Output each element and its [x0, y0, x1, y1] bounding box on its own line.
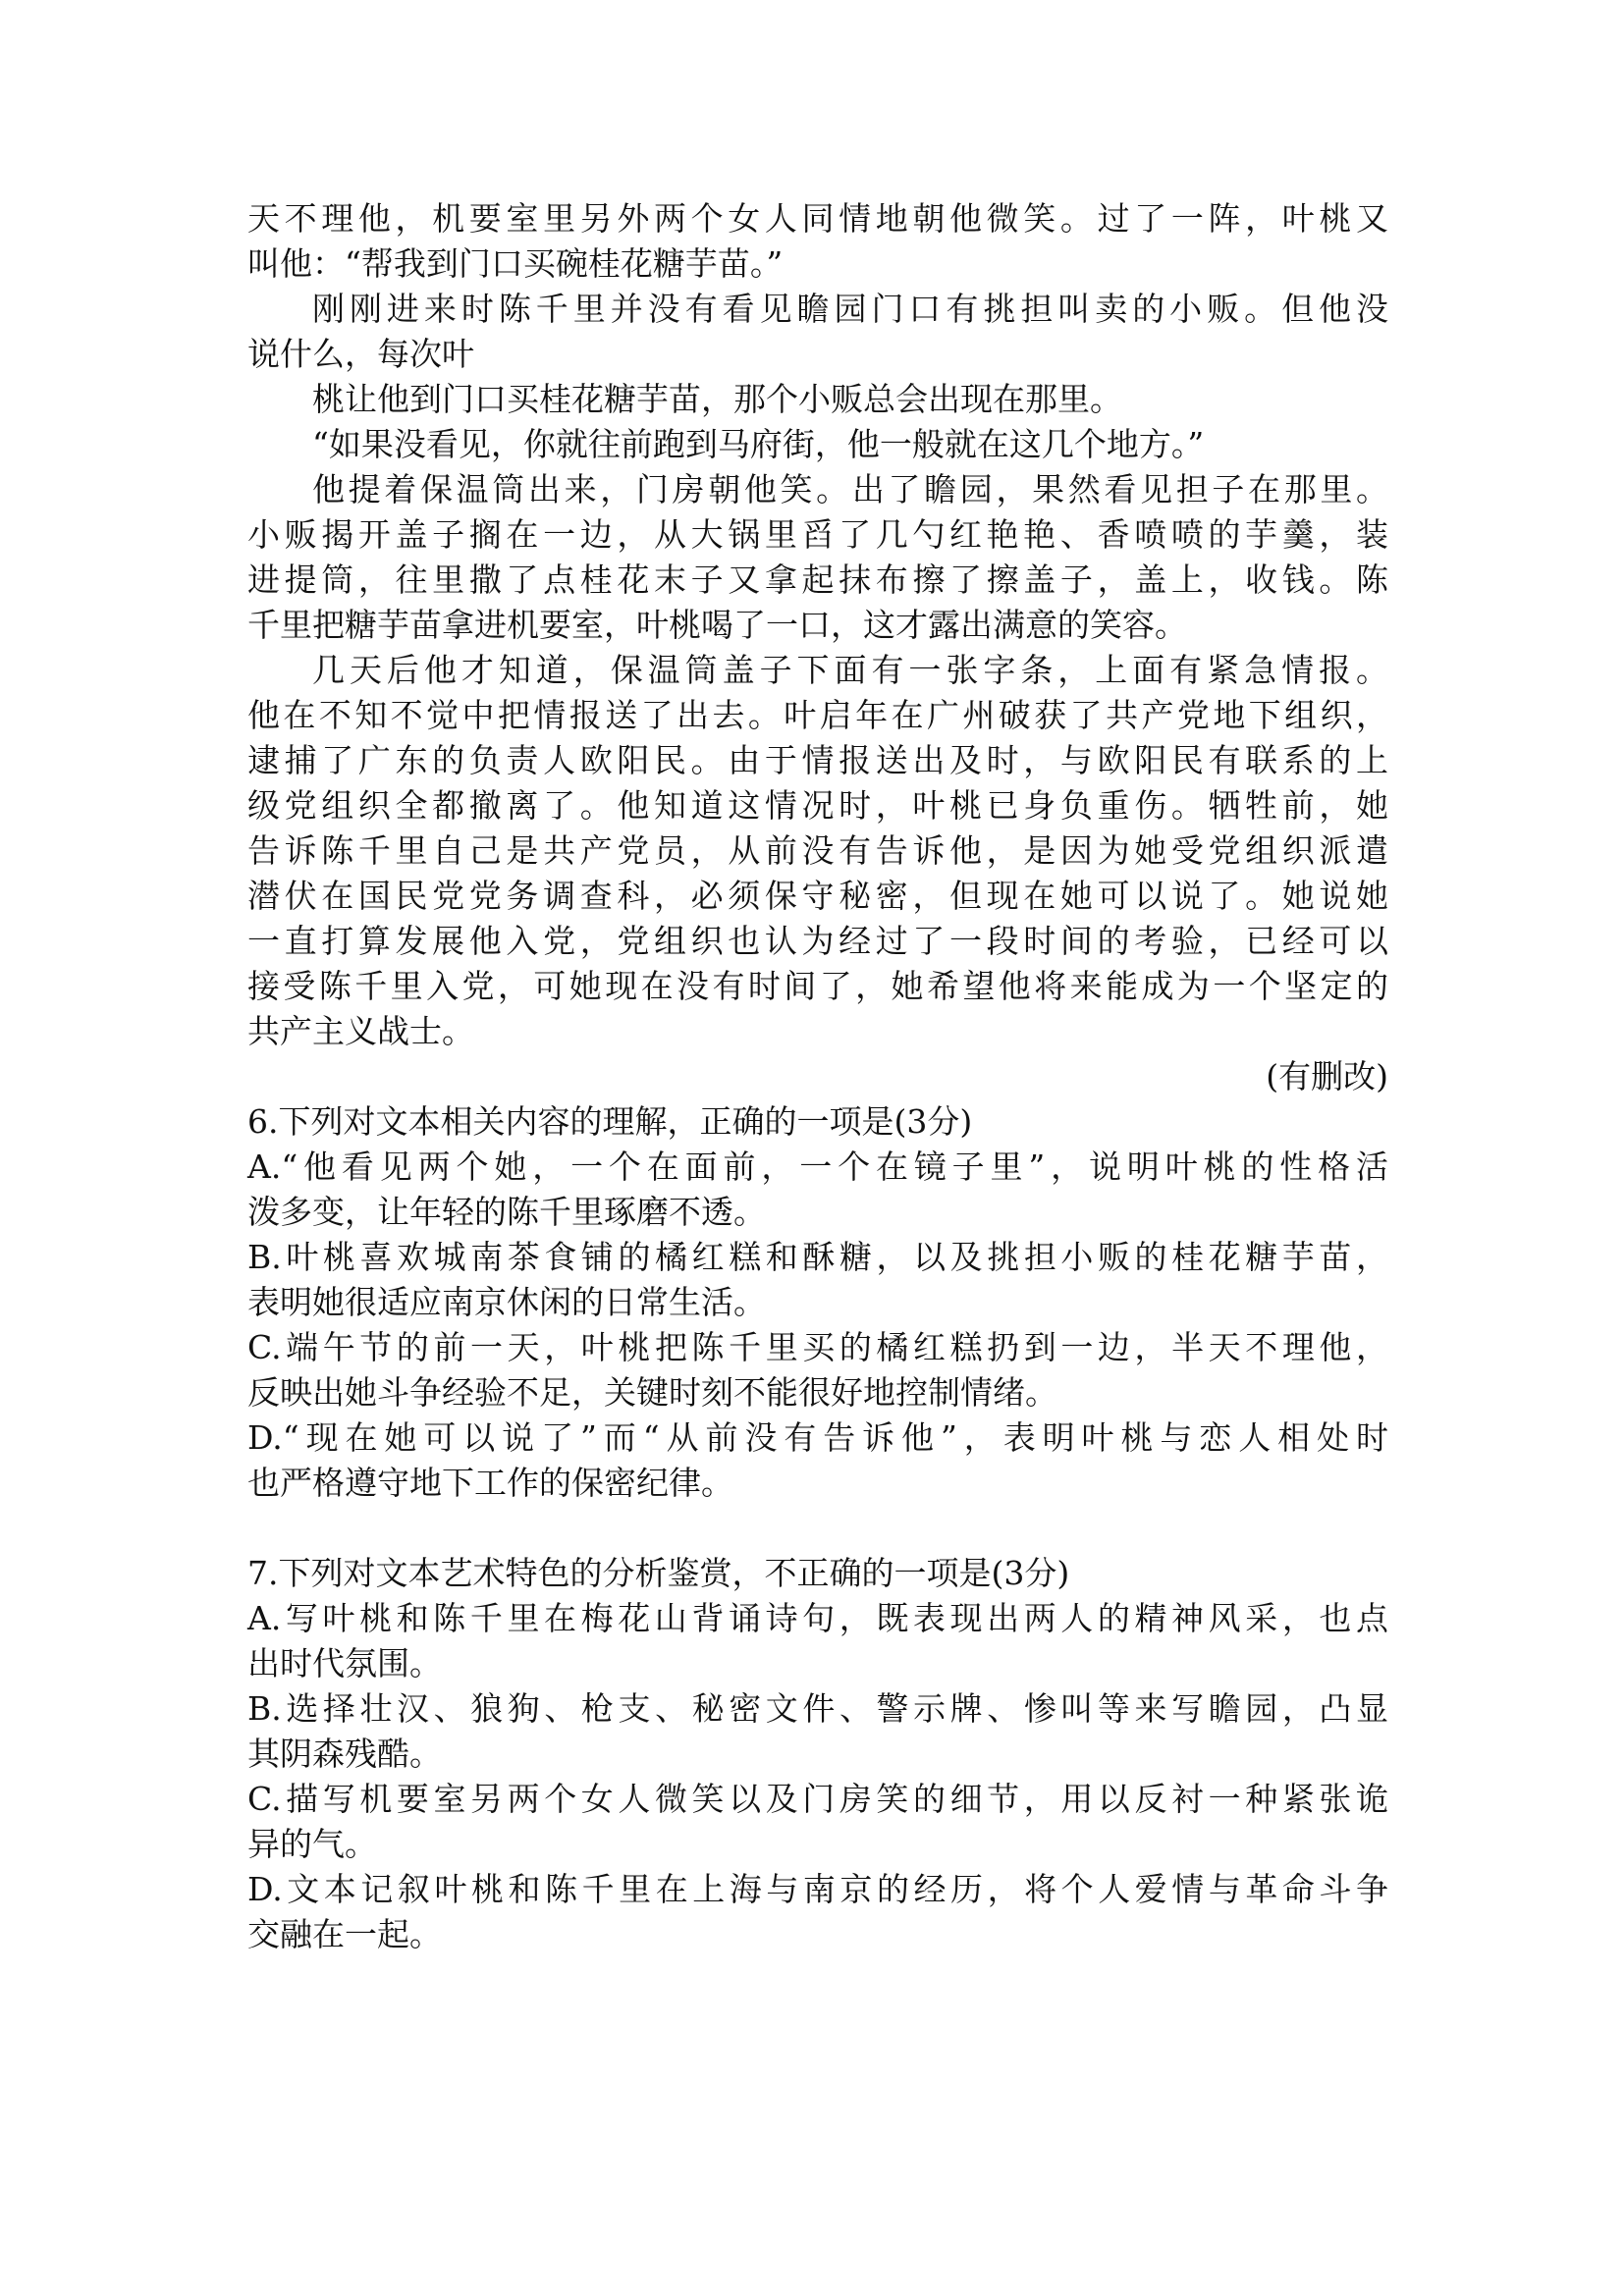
option-line-c: C.描写机要室另两个女人微笑以及门房笑的细节，用以反衬一种紧张诡: [247, 1780, 1388, 1818]
spacer: [247, 1506, 1388, 1551]
option-line-a: A.“他看见两个她，一个在面前，一个在镜子里”，说明叶桃的性格活: [247, 1148, 1388, 1186]
question-stem: 6.下列对文本相关内容的理解，正确的一项是(3分): [247, 1102, 973, 1141]
passage-line: 小贩揭开盖子搁在一边，从大锅里舀了几勺红艳艳、香喷喷的芋羹，装: [247, 515, 1388, 554]
document-body: [247, 196, 1388, 1957]
passage-line: 千里把糖芋苗拿进机要室，叶桃喝了一口，这才露出满意的笑容。: [247, 606, 1187, 644]
passage-line: 进提筒，往里撒了点桂花末子又拿起抹布擦了擦盖子，盖上，收钱。陈: [247, 561, 1388, 599]
option-line-c: C.端午节的前一天，叶桃把陈千里买的橘红糕扔到一边，半天不理他，: [247, 1328, 1388, 1366]
option-line-d: D.文本记叙叶桃和陈千里在上海与南京的经历，将个人爱情与革命斗争: [247, 1870, 1388, 1908]
passage-line: 告诉陈千里自己是共产党员，从前没有告诉他，是因为她受党组织派遣: [247, 831, 1388, 870]
question-stem: 7.下列对文本艺术特色的分析鉴赏，不正确的一项是(3分): [247, 1554, 1070, 1592]
passage-line: 刚刚进来时陈千里并没有看见瞻园门口有挑担叫卖的小贩。但他没: [312, 290, 1388, 328]
option-line-a: A.写叶桃和陈千里在梅花山背诵诗句，既表现出两人的精神风采，也点: [247, 1599, 1388, 1637]
passage-line: 共产主义战士。: [247, 1012, 474, 1050]
passage-line: 天不理他，机要室里另外两个女人同情地朝他微笑。过了一阵，叶桃又: [247, 199, 1388, 238]
question-6: [247, 1099, 1388, 1506]
passage-line: 逮捕了广东的负责人欧阳民。由于情报送出及时，与欧阳民有联系的上: [247, 741, 1388, 779]
passage-line: 桃让他到门口买桂花糖芋苗，那个小贩总会出现在那里。: [312, 380, 1122, 418]
option-line-b: 表明她很适应南京休闲的日常生活。: [247, 1283, 766, 1321]
source-note: (有删改): [1266, 1057, 1388, 1095]
option-line-c: 反映出她斗争经验不足，关键时刻不能很好地控制情绪。: [247, 1373, 1057, 1412]
passage-line: “如果没看见，你就往前跑到马府街，他一般就在这几个地方。”: [312, 425, 1205, 463]
option-line-d: 交融在一起。: [247, 1915, 442, 1953]
passage-line: 潜伏在国民党党务调查科，必须保守秘密，但现在她可以说了。她说她: [247, 877, 1388, 915]
passage-line: 接受陈千里入党，可她现在没有时间了，她希望他将来能成为一个坚定的: [247, 967, 1388, 1005]
option-line-b: B.叶桃喜欢城南茶食铺的橘红糕和酥糖，以及挑担小贩的桂花糖芋苗，: [247, 1238, 1388, 1276]
passage-line: 他在不知不觉中把情报送了出去。叶启年在广州破获了共产党地下组织，: [247, 696, 1388, 734]
passage-line: 一直打算发展他入党，党组织也认为经过了一段时间的考验，已经可以: [247, 922, 1388, 960]
option-line-d: D.“现在她可以说了”而“从前没有告诉他”，表明叶桃与恋人相处时: [247, 1418, 1388, 1457]
question-7: [247, 1551, 1388, 1957]
option-line-a: 泼多变，让年轻的陈千里琢磨不透。: [247, 1193, 766, 1231]
option-line-c: 异的气。: [247, 1825, 377, 1863]
passage-line: 叫他：“帮我到门口买碗桂花糖芋苗。”: [247, 244, 784, 283]
passage-line: 说什么，每次叶: [247, 335, 474, 373]
option-line-b: B.选择壮汉、狼狗、枪支、秘密文件、警示牌、惨叫等来写瞻园，凸显: [247, 1689, 1388, 1728]
option-line-b: 其阴森残酷。: [247, 1735, 442, 1773]
passage: [247, 196, 1388, 1099]
passage-line: 几天后他才知道，保温筒盖子下面有一张字条，上面有紧急情报。: [312, 651, 1388, 689]
option-line-d: 也严格遵守地下工作的保密纪律。: [247, 1464, 733, 1502]
passage-line: 他提着保温筒出来，门房朝他笑。出了瞻园，果然看见担子在那里。: [312, 470, 1388, 508]
passage-line: 级党组织全都撤离了。他知道这情况时，叶桃已身负重伤。牺牲前，她: [247, 786, 1388, 825]
option-line-a: 出时代氛围。: [247, 1644, 442, 1682]
